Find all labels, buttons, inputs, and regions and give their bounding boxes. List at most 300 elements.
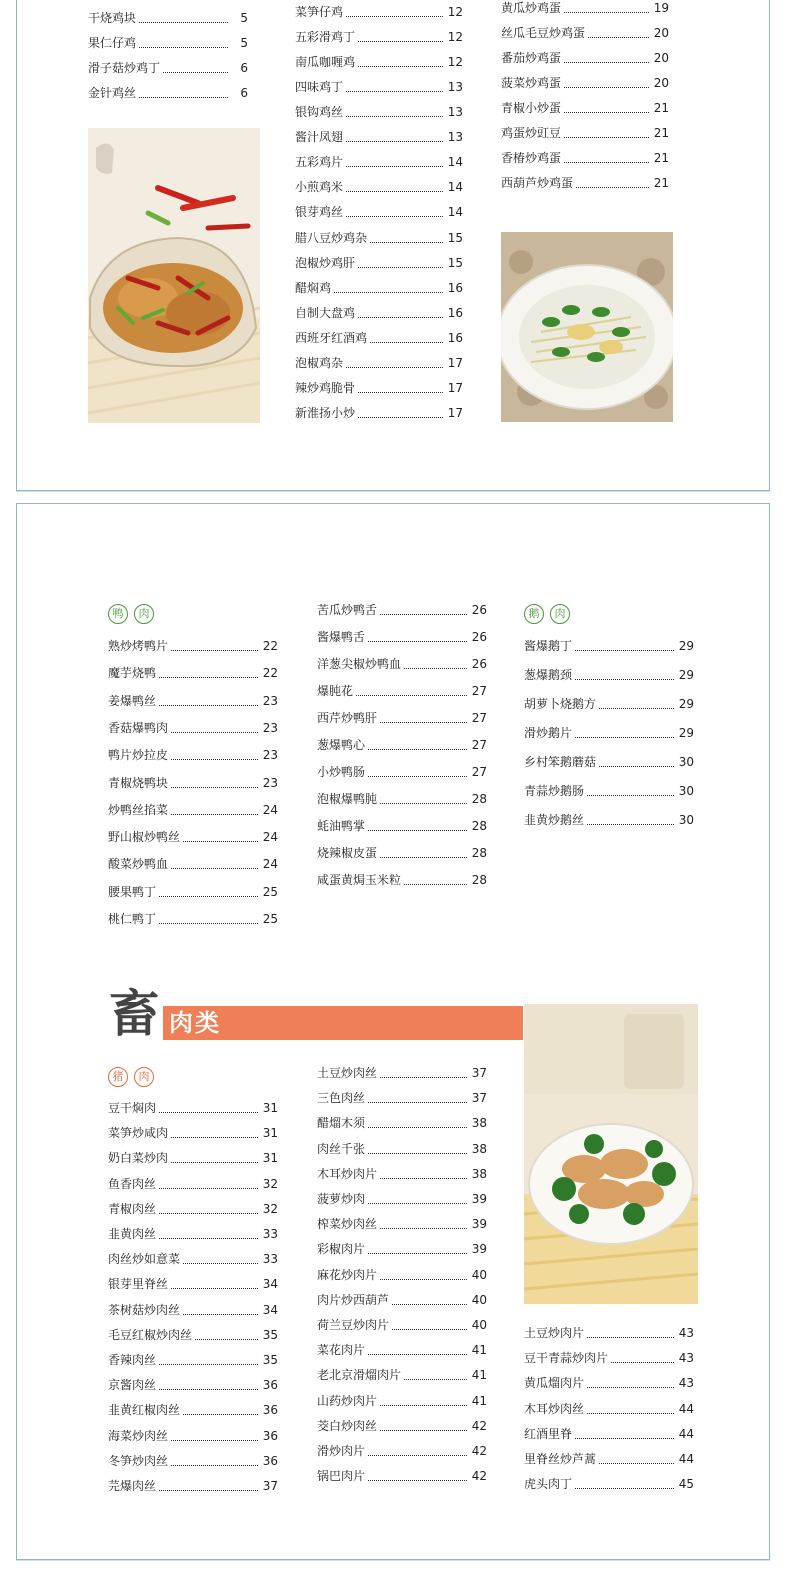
toc-entry-page: 40 — [470, 1315, 487, 1335]
toc-entry[interactable] — [501, 0, 669, 18]
toc-entry-title: 麻花炒肉片 — [317, 1265, 379, 1285]
toc-entry-page: 39 — [470, 1214, 487, 1234]
toc-entry[interactable] — [88, 58, 248, 78]
toc-entry-title: 爆肫花 — [317, 681, 355, 701]
toc-entry-page: 41 — [470, 1340, 487, 1360]
toc-entry-title: 青椒烧鸭块 — [108, 773, 170, 793]
toc-entry[interactable] — [317, 1365, 487, 1385]
toc-entry[interactable] — [524, 1474, 694, 1494]
toc-entry-title: 泡椒炒鸡肝 — [295, 253, 357, 273]
toc-entry-page: 30 — [677, 781, 694, 801]
toc-entry-page: 26 — [470, 627, 487, 647]
toc-entry-page: 32 — [261, 1199, 278, 1219]
toc-entry-title: 黄瓜炒鸡蛋 — [501, 0, 563, 18]
toc-entry[interactable] — [524, 1373, 694, 1393]
toc-entry-page: 42 — [470, 1416, 487, 1436]
toc-entry[interactable] — [317, 843, 487, 863]
toc-entry-title: 彩椒肉片 — [317, 1239, 367, 1259]
toc-entry-page: 43 — [677, 1373, 694, 1393]
toc-entry-page: 40 — [470, 1265, 487, 1285]
toc-entry-title: 茭白炒肉丝 — [317, 1416, 379, 1436]
toc-entry[interactable] — [108, 1249, 278, 1269]
toc-entry-page: 6 — [238, 58, 248, 78]
toc-entry[interactable] — [317, 1063, 487, 1083]
toc-entry-page: 41 — [470, 1365, 487, 1385]
toc-entry[interactable] — [317, 600, 487, 620]
toc-entry[interactable] — [108, 691, 278, 711]
toc-entry-page: 12 — [446, 27, 463, 47]
toc-entry[interactable] — [317, 789, 487, 809]
toc-entry[interactable] — [295, 403, 463, 423]
toc-entry-page: 28 — [470, 870, 487, 890]
toc-entry-page: 44 — [677, 1449, 694, 1469]
toc-entry-page: 30 — [677, 752, 694, 772]
toc-entry-page: 21 — [652, 148, 669, 168]
toc-entry-page: 26 — [470, 654, 487, 674]
toc-entry[interactable] — [295, 177, 463, 197]
toc-entry-title: 乡村笨鹅蘑菇 — [524, 752, 598, 772]
toc-entry[interactable] — [317, 627, 487, 647]
toc-entry-page: 39 — [470, 1239, 487, 1259]
toc-entry[interactable] — [108, 1098, 278, 1118]
toc-entry[interactable] — [317, 1466, 487, 1486]
toc-entry-title: 芫爆肉丝 — [108, 1476, 158, 1496]
toc-entry[interactable] — [295, 228, 463, 248]
pork-section-header — [108, 1067, 168, 1087]
toc-entry-title: 酸菜炒鸭血 — [108, 854, 170, 874]
toc-entry[interactable] — [501, 148, 669, 168]
toc-entry-title: 菠菜炒鸡蛋 — [501, 73, 563, 93]
toc-entry-title: 菜笋仔鸡 — [295, 2, 345, 22]
toc-entry[interactable] — [501, 48, 669, 68]
toc-entry-title: 韭黄肉丝 — [108, 1224, 158, 1244]
toc-entry[interactable] — [108, 745, 278, 765]
toc-entry-title: 醋熘木须 — [317, 1113, 367, 1133]
toc-entry[interactable] — [317, 735, 487, 755]
toc-entry-title: 茶树菇炒肉丝 — [108, 1300, 182, 1320]
toc-entry-page: 35 — [261, 1325, 278, 1345]
toc-entry[interactable] — [108, 1350, 278, 1370]
toc-entry-title: 五彩鸡片 — [295, 152, 345, 172]
toc-entry[interactable] — [317, 654, 487, 674]
toc-entry-page: 28 — [470, 789, 487, 809]
toc-entry-title: 木耳炒肉丝 — [524, 1399, 586, 1419]
toc-entry[interactable] — [317, 1139, 487, 1159]
toc-entry-title: 老北京滑熘肉片 — [317, 1365, 403, 1385]
toc-entry-title: 熟炒烤鸭片 — [108, 636, 170, 656]
toc-entry-title: 金针鸡丝 — [88, 83, 138, 103]
toc-entry-title: 酱爆鸭舌 — [317, 627, 367, 647]
toc-entry-title: 虎头肉丁 — [524, 1474, 574, 1494]
toc-entry-title: 山药炒肉片 — [317, 1391, 379, 1411]
toc-entry[interactable] — [295, 77, 463, 97]
toc-entry-page: 14 — [446, 152, 463, 172]
toc-entry-page: 17 — [446, 378, 463, 398]
toc-entry-page: 40 — [470, 1290, 487, 1310]
toc-entry-page: 21 — [652, 123, 669, 143]
toc-entry[interactable] — [295, 27, 463, 47]
toc-entry[interactable] — [317, 1340, 487, 1360]
toc-entry-page: 14 — [446, 202, 463, 222]
toc-entry-title: 五彩滑鸡丁 — [295, 27, 357, 47]
toc-entry-page: 6 — [238, 83, 248, 103]
toc-entry-title: 三色肉丝 — [317, 1088, 367, 1108]
toc-entry-title: 菜笋炒咸肉 — [108, 1123, 170, 1143]
toc-entry[interactable] — [524, 781, 694, 801]
toc-entry-title: 香辣肉丝 — [108, 1350, 158, 1370]
toc-entry-page: 32 — [261, 1174, 278, 1194]
toc-entry[interactable] — [501, 23, 669, 43]
toc-entry[interactable] — [88, 8, 248, 28]
toc-entry[interactable] — [501, 73, 669, 93]
toc-page-bottom — [16, 503, 770, 1560]
toc-entry[interactable] — [317, 708, 487, 728]
toc-entry-title: 木耳炒肉片 — [317, 1164, 379, 1184]
toc-entry[interactable] — [295, 353, 463, 373]
toc-entry-title: 西葫芦炒鸡蛋 — [501, 173, 575, 193]
toc-entry[interactable] — [108, 1199, 278, 1219]
toc-entry-title: 烧辣椒皮蛋 — [317, 843, 379, 863]
toc-entry[interactable] — [317, 1265, 487, 1285]
toc-page-top — [16, 0, 770, 491]
toc-entry-page: 29 — [677, 694, 694, 714]
chicken-dish-photo — [88, 128, 260, 423]
toc-entry-title: 银钩鸡丝 — [295, 102, 345, 122]
toc-entry-page: 12 — [446, 52, 463, 72]
toc-entry-page: 21 — [652, 98, 669, 118]
toc-entry-page: 39 — [470, 1189, 487, 1209]
toc-entry-title: 土豆炒肉片 — [524, 1323, 586, 1343]
toc-entry-title: 番茄炒鸡蛋 — [501, 48, 563, 68]
toc-entry-title: 青蒜炒鹅肠 — [524, 781, 586, 801]
toc-entry[interactable] — [524, 1424, 694, 1444]
toc-entry-title: 醋焖鸡 — [295, 278, 333, 298]
egg-dish-photo — [501, 232, 673, 422]
toc-entry[interactable] — [524, 1399, 694, 1419]
toc-entry-title: 鱼香肉丝 — [108, 1174, 158, 1194]
toc-entry-page: 5 — [238, 33, 248, 53]
toc-entry-page: 23 — [261, 718, 278, 738]
toc-entry[interactable] — [108, 1426, 278, 1446]
toc-entry-title: 冬笋炒肉丝 — [108, 1451, 170, 1471]
toc-entry-page: 24 — [261, 827, 278, 847]
toc-entry[interactable] — [108, 1400, 278, 1420]
toc-entry[interactable] — [317, 1088, 487, 1108]
toc-entry-title: 豆干焖肉 — [108, 1098, 158, 1118]
toc-entry-page: 36 — [261, 1375, 278, 1395]
toc-entry-title: 里脊丝炒芦蒿 — [524, 1449, 598, 1469]
toc-entry-title: 新淮扬小炒 — [295, 403, 357, 423]
toc-entry-page: 37 — [470, 1088, 487, 1108]
toc-entry-page: 20 — [652, 48, 669, 68]
toc-entry[interactable] — [108, 1148, 278, 1168]
toc-entry-page: 41 — [470, 1391, 487, 1411]
toc-entry-page: 15 — [446, 228, 463, 248]
toc-entry-page: 15 — [446, 253, 463, 273]
toc-entry-page: 27 — [470, 735, 487, 755]
toc-entry-title: 辣炒鸡脆骨 — [295, 378, 357, 398]
toc-entry-title: 魔芋烧鸭 — [108, 663, 158, 683]
toc-entry[interactable] — [317, 762, 487, 782]
toc-entry-page: 29 — [677, 723, 694, 743]
toc-entry[interactable] — [317, 1189, 487, 1209]
toc-entry[interactable] — [108, 1300, 278, 1320]
toc-entry-page: 5 — [238, 8, 248, 28]
toc-entry-page: 20 — [652, 23, 669, 43]
toc-entry-page: 30 — [677, 810, 694, 830]
toc-entry-page: 16 — [446, 303, 463, 323]
toc-entry-page: 25 — [261, 882, 278, 902]
toc-entry[interactable] — [108, 1451, 278, 1471]
toc-entry-title: 菠萝炒肉 — [317, 1189, 367, 1209]
toc-entry[interactable] — [108, 1476, 278, 1496]
toc-entry-page: 24 — [261, 854, 278, 874]
toc-entry[interactable] — [108, 1174, 278, 1194]
toc-entry-title: 西班牙红酒鸡 — [295, 328, 369, 348]
toc-entry-page: 37 — [470, 1063, 487, 1083]
toc-entry[interactable] — [295, 328, 463, 348]
duck-badge-left: 鸭 — [108, 604, 128, 624]
toc-entry[interactable] — [108, 1224, 278, 1244]
toc-entry-title: 榨菜炒肉丝 — [317, 1214, 379, 1234]
toc-entry[interactable] — [524, 723, 694, 743]
duck-section-header — [108, 604, 168, 624]
toc-entry[interactable] — [295, 253, 463, 273]
toc-entry-page: 29 — [677, 636, 694, 656]
toc-entry-title: 滑子菇炒鸡丁 — [88, 58, 162, 78]
toc-entry-title: 青椒小炒蛋 — [501, 98, 563, 118]
toc-entry[interactable] — [317, 1164, 487, 1184]
toc-entry-page: 43 — [677, 1348, 694, 1368]
livestock-banner — [109, 984, 523, 1043]
toc-entry[interactable] — [501, 123, 669, 143]
toc-entry-title: 鸡蛋炒豇豆 — [501, 123, 563, 143]
toc-entry-page: 23 — [261, 745, 278, 765]
goose-section-header — [524, 604, 584, 624]
toc-entry-title: 豆干青蒜炒肉片 — [524, 1348, 610, 1368]
toc-entry[interactable] — [108, 909, 278, 929]
toc-entry[interactable] — [317, 1290, 487, 1310]
toc-entry-page: 14 — [446, 177, 463, 197]
toc-entry[interactable] — [295, 2, 463, 22]
toc-entry-page: 16 — [446, 278, 463, 298]
toc-entry-title: 苦瓜炒鸭舌 — [317, 600, 379, 620]
toc-entry[interactable] — [317, 870, 487, 890]
toc-entry[interactable] — [108, 1274, 278, 1294]
toc-entry[interactable] — [108, 663, 278, 683]
toc-entry-title: 毛豆红椒炒肉丝 — [108, 1325, 194, 1345]
toc-entry-page: 44 — [677, 1399, 694, 1419]
duck-badge-right: 肉 — [134, 604, 154, 624]
toc-entry-page: 22 — [261, 663, 278, 683]
toc-entry-title: 干烧鸡块 — [88, 8, 138, 28]
toc-entry-title: 鸭片炒拉皮 — [108, 745, 170, 765]
toc-entry-title: 果仁仔鸡 — [88, 33, 138, 53]
pork-badge-right: 肉 — [134, 1067, 154, 1087]
toc-entry-page: 31 — [261, 1123, 278, 1143]
toc-entry[interactable] — [108, 1325, 278, 1345]
toc-entry-title: 泡椒鸡杂 — [295, 353, 345, 373]
toc-entry-title: 小炒鸭肠 — [317, 762, 367, 782]
toc-entry-title: 洋葱尖椒炒鸭血 — [317, 654, 403, 674]
toc-entry[interactable] — [524, 665, 694, 685]
toc-entry-page: 23 — [261, 691, 278, 711]
toc-entry[interactable] — [108, 636, 278, 656]
toc-entry-page: 33 — [261, 1224, 278, 1244]
goose-badge-left: 鹅 — [524, 604, 544, 624]
toc-entry[interactable] — [108, 718, 278, 738]
toc-entry[interactable] — [317, 1315, 487, 1335]
toc-entry[interactable] — [295, 152, 463, 172]
toc-entry-title: 肉片炒西葫芦 — [317, 1290, 391, 1310]
toc-entry-title: 酱爆鹅丁 — [524, 636, 574, 656]
toc-entry-title: 酱汁凤翅 — [295, 127, 345, 147]
toc-entry-title: 菜花肉片 — [317, 1340, 367, 1360]
toc-entry[interactable] — [317, 1441, 487, 1461]
toc-entry-page: 22 — [261, 636, 278, 656]
toc-entry-page: 42 — [470, 1441, 487, 1461]
toc-entry[interactable] — [88, 83, 248, 103]
toc-entry-page: 13 — [446, 127, 463, 147]
toc-entry-page: 24 — [261, 800, 278, 820]
toc-entry[interactable] — [88, 33, 248, 53]
toc-entry-title: 桃仁鸭丁 — [108, 909, 158, 929]
toc-entry[interactable] — [524, 1323, 694, 1343]
toc-entry-title: 京酱肉丝 — [108, 1375, 158, 1395]
toc-entry-title: 葱爆鹅颈 — [524, 665, 574, 685]
toc-entry-title: 韭黄炒鹅丝 — [524, 810, 586, 830]
toc-entry[interactable] — [524, 1449, 694, 1469]
toc-entry-title: 银芽鸡丝 — [295, 202, 345, 222]
toc-entry-title: 土豆炒肉丝 — [317, 1063, 379, 1083]
toc-entry-title: 肉丝千张 — [317, 1139, 367, 1159]
toc-entry-title: 滑炒鹅片 — [524, 723, 574, 743]
toc-entry-title: 海菜炒肉丝 — [108, 1426, 170, 1446]
toc-entry-page: 13 — [446, 102, 463, 122]
toc-entry-page: 17 — [446, 403, 463, 423]
toc-entry-title: 姜爆鸭丝 — [108, 691, 158, 711]
toc-entry[interactable] — [524, 752, 694, 772]
toc-entry-title: 小煎鸡米 — [295, 177, 345, 197]
toc-entry-page: 16 — [446, 328, 463, 348]
toc-entry[interactable] — [295, 303, 463, 323]
toc-entry-title: 腊八豆炒鸡杂 — [295, 228, 369, 248]
toc-entry-page: 21 — [652, 173, 669, 193]
toc-entry-page: 27 — [470, 762, 487, 782]
toc-entry[interactable] — [108, 827, 278, 847]
toc-entry-title: 咸蛋黄焗玉米粒 — [317, 870, 403, 890]
toc-entry[interactable] — [317, 1416, 487, 1436]
toc-entry-page: 28 — [470, 816, 487, 836]
toc-entry[interactable] — [108, 1123, 278, 1143]
toc-entry-page: 23 — [261, 773, 278, 793]
toc-entry[interactable] — [524, 636, 694, 656]
toc-entry-page: 36 — [261, 1400, 278, 1420]
toc-entry-title: 自制大盘鸡 — [295, 303, 357, 323]
toc-entry-page: 27 — [470, 681, 487, 701]
toc-entry[interactable] — [108, 800, 278, 820]
toc-entry[interactable] — [501, 173, 669, 193]
toc-entry-title: 滑炒肉片 — [317, 1441, 367, 1461]
toc-entry-title: 香菇爆鸭肉 — [108, 718, 170, 738]
toc-entry-title: 西芹炒鸭肝 — [317, 708, 379, 728]
toc-entry[interactable] — [501, 98, 669, 118]
toc-entry[interactable] — [295, 102, 463, 122]
toc-entry-page: 26 — [470, 600, 487, 620]
toc-entry[interactable] — [108, 773, 278, 793]
toc-entry[interactable] — [295, 378, 463, 398]
toc-entry-page: 31 — [261, 1098, 278, 1118]
toc-entry-page: 35 — [261, 1350, 278, 1370]
toc-entry-page: 20 — [652, 73, 669, 93]
toc-entry-title: 南瓜咖喱鸡 — [295, 52, 357, 72]
toc-entry-title: 胡萝卜烧鹅方 — [524, 694, 598, 714]
toc-entry[interactable] — [317, 681, 487, 701]
toc-entry-page: 27 — [470, 708, 487, 728]
toc-entry-title: 野山椒炒鸭丝 — [108, 827, 182, 847]
toc-entry-page: 34 — [261, 1274, 278, 1294]
toc-entry[interactable] — [295, 278, 463, 298]
banner-big-char: 畜 — [109, 984, 159, 1043]
toc-entry-page: 29 — [677, 665, 694, 685]
toc-entry-title: 蚝油鸭掌 — [317, 816, 367, 836]
toc-entry[interactable] — [295, 127, 463, 147]
pork-dish-photo — [524, 1004, 698, 1304]
toc-entry-page: 25 — [261, 909, 278, 929]
toc-entry[interactable] — [295, 52, 463, 72]
toc-entry[interactable] — [108, 882, 278, 902]
toc-entry-title: 炒鸭丝掐菜 — [108, 800, 170, 820]
toc-entry-title: 青椒肉丝 — [108, 1199, 158, 1219]
toc-entry[interactable] — [524, 1348, 694, 1368]
pork-badge-left: 猪 — [108, 1067, 128, 1087]
toc-entry[interactable] — [524, 694, 694, 714]
toc-entry-title: 荷兰豆炒肉片 — [317, 1315, 391, 1335]
toc-entry-page: 17 — [446, 353, 463, 373]
toc-entry-page: 36 — [261, 1426, 278, 1446]
toc-entry[interactable] — [524, 810, 694, 830]
toc-entry-title: 银芽里脊丝 — [108, 1274, 170, 1294]
toc-entry-title: 黄瓜熘肉片 — [524, 1373, 586, 1393]
toc-entry-title: 锅巴肉片 — [317, 1466, 367, 1486]
toc-entry-title: 丝瓜毛豆炒鸡蛋 — [501, 23, 587, 43]
toc-entry-page: 13 — [446, 77, 463, 97]
toc-entry[interactable] — [317, 1214, 487, 1234]
toc-entry-title: 香椿炒鸡蛋 — [501, 148, 563, 168]
toc-entry-title: 奶白菜炒肉 — [108, 1148, 170, 1168]
toc-entry[interactable] — [317, 1113, 487, 1133]
toc-entry[interactable] — [295, 202, 463, 222]
toc-entry[interactable] — [108, 854, 278, 874]
toc-entry[interactable] — [317, 1239, 487, 1259]
toc-entry[interactable] — [317, 816, 487, 836]
toc-entry-title: 肉丝炒如意菜 — [108, 1249, 182, 1269]
toc-entry-page: 42 — [470, 1466, 487, 1486]
toc-entry[interactable] — [108, 1375, 278, 1395]
toc-entry-page: 38 — [470, 1139, 487, 1159]
toc-entry-title: 四味鸡丁 — [295, 77, 345, 97]
banner-title: 肉类 — [169, 1008, 221, 1037]
toc-entry-page: 45 — [677, 1474, 694, 1494]
toc-entry-page: 19 — [652, 0, 669, 18]
toc-entry-title: 葱爆鸭心 — [317, 735, 367, 755]
toc-entry-page: 28 — [470, 843, 487, 863]
toc-entry[interactable] — [317, 1391, 487, 1411]
toc-entry-page: 44 — [677, 1424, 694, 1444]
toc-entry-page: 38 — [470, 1113, 487, 1133]
toc-entry-page: 31 — [261, 1148, 278, 1168]
toc-entry-page: 33 — [261, 1249, 278, 1269]
